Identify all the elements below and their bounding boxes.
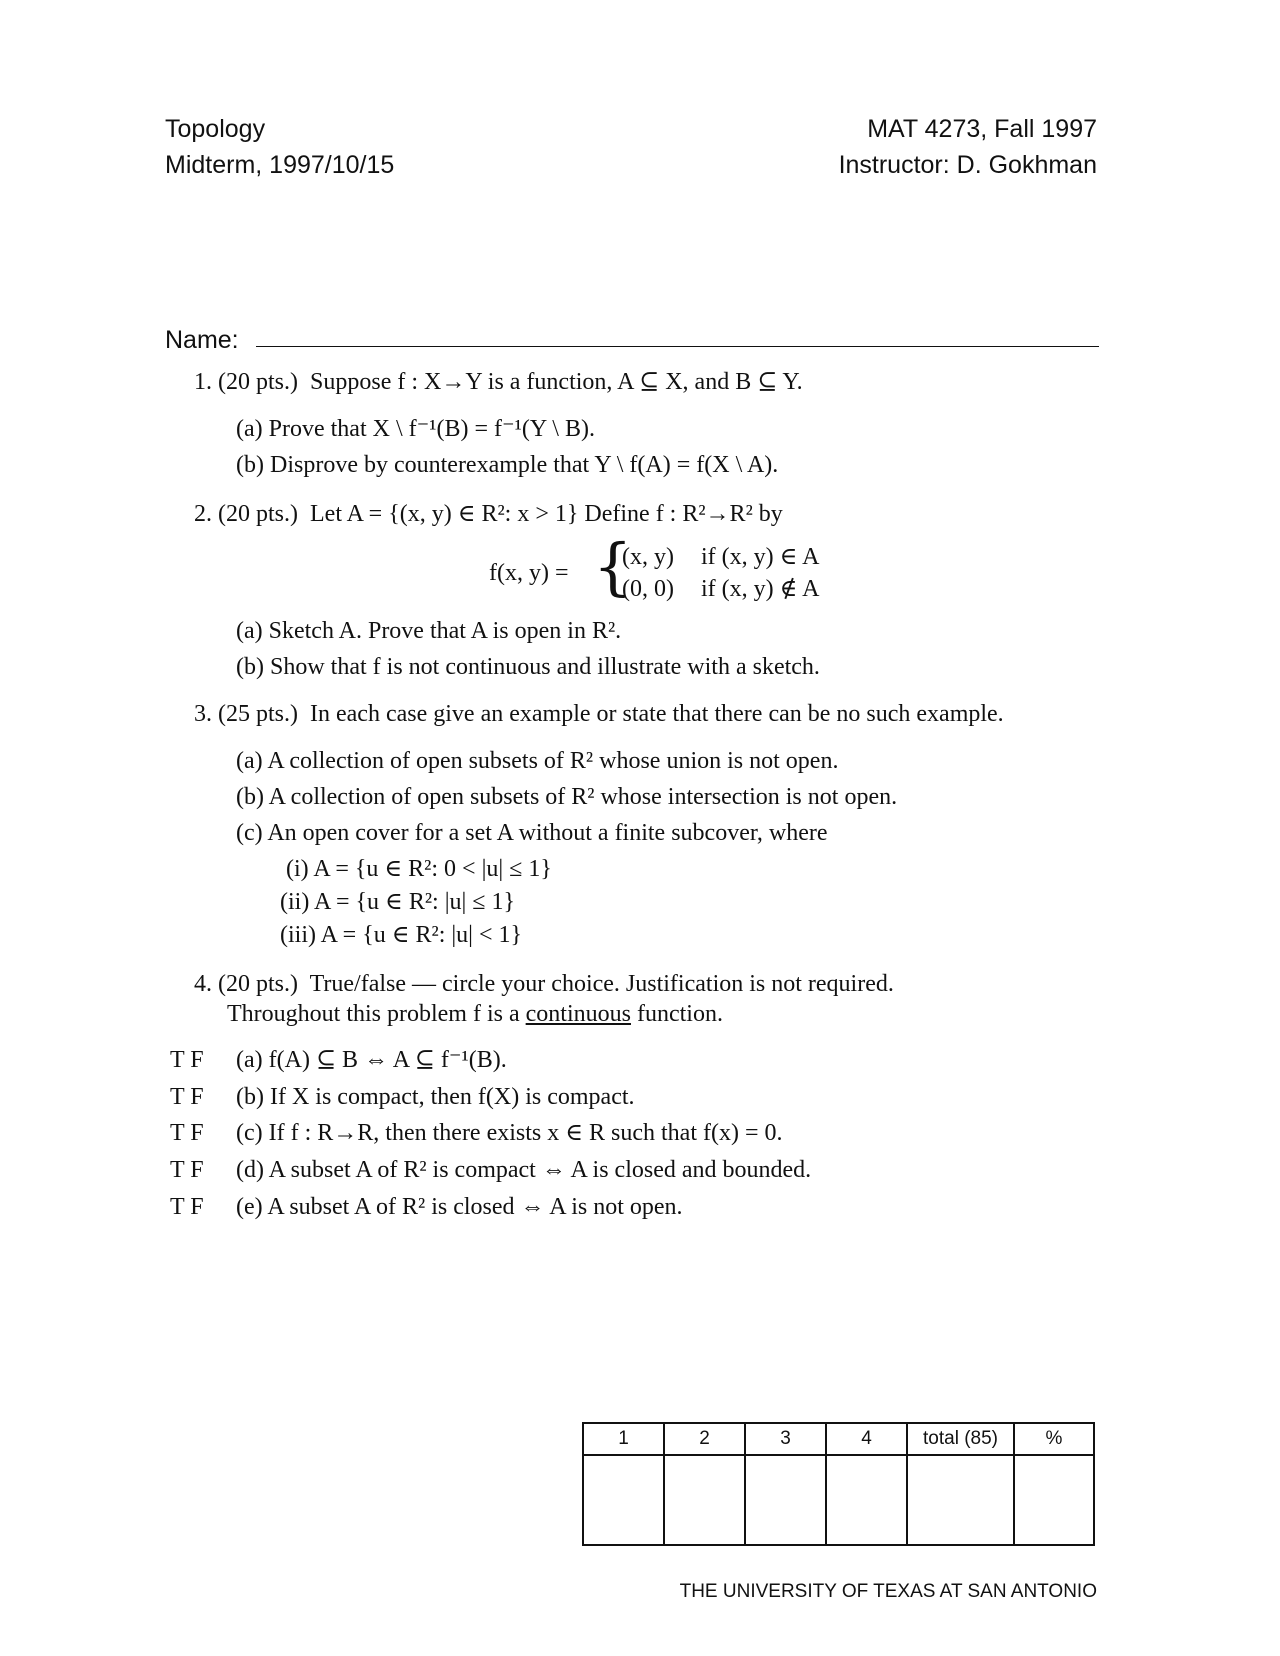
problem-3a: (a) A collection of open subsets of R² whose union is not open.	[236, 748, 839, 774]
case-2-value: (0, 0)	[622, 576, 674, 602]
course-code: MAT 4273, Fall 1997	[867, 115, 1097, 143]
score-cell-1[interactable]	[583, 1455, 664, 1545]
tf-choice-c[interactable]: T F	[170, 1120, 204, 1146]
tf-item-e: (e) A subset A of R² is closed ⇔ A is not open.	[236, 1194, 683, 1220]
score-table-entry-row	[583, 1455, 1094, 1545]
problem-3c-i: (i) A = {u ∈ R²: 0 < |u| ≤ 1}	[286, 856, 552, 882]
problem-1a: (a) Prove that X \ f⁻¹(B) = f⁻¹(Y \ B).	[236, 416, 595, 442]
problem-3c-iii: (iii) A = {u ∈ R²: |u| < 1}	[280, 922, 523, 948]
score-cell-total[interactable]	[907, 1455, 1014, 1545]
problem-text: In each case give an example or state that there can be no such example.	[310, 701, 1004, 727]
problem-1	[194, 364, 803, 400]
problem-text: Suppose f : X→Y is a function, A ⊆ X, and B ⊆ Y.	[310, 369, 803, 395]
problem-points: (25 pts.)	[218, 701, 298, 727]
left-brace: {	[593, 530, 633, 603]
problem-2a: (a) Sketch A. Prove that A is open in R².	[236, 618, 622, 644]
score-header-2: 2	[664, 1423, 745, 1455]
score-header-1: 1	[583, 1423, 664, 1455]
score-cell-percent[interactable]	[1014, 1455, 1094, 1545]
tf-choice-d[interactable]: T F	[170, 1157, 204, 1183]
problem-3c: (c) An open cover for a set A without a finite subcover, where	[236, 820, 828, 846]
instructor: Instructor: D. Gokhman	[838, 151, 1097, 179]
problem-4-note: Throughout this problem f is a continuous function.	[227, 1001, 723, 1027]
course-title: Topology	[165, 115, 266, 143]
problem-text: True/false — circle your choice. Justification is not required.	[309, 971, 894, 997]
case-1-condition: if (x, y) ∈ A	[701, 544, 820, 570]
name-label: Name:	[165, 326, 239, 354]
case-1-value: (x, y)	[622, 544, 674, 570]
problem-number: 4.	[194, 971, 212, 997]
tf-item-c: (c) If f : R→R, then there exists x ∈ R such that f(x) = 0.	[236, 1120, 783, 1146]
score-cell-2[interactable]	[664, 1455, 745, 1545]
problem-3c-ii: (ii) A = {u ∈ R²: |u| ≤ 1}	[280, 889, 515, 915]
problem-3b: (b) A collection of open subsets of R² whose intersection is not open.	[236, 784, 898, 810]
problem-number: 2.	[194, 501, 212, 527]
problem-3	[194, 696, 1004, 732]
score-table-header-row	[583, 1423, 1094, 1455]
problem-number: 1.	[194, 369, 212, 395]
tf-choice-b[interactable]: T F	[170, 1084, 204, 1110]
problem-number: 3.	[194, 701, 212, 727]
problem-points: (20 pts.)	[218, 369, 298, 395]
score-header-3: 3	[745, 1423, 826, 1455]
tf-item-a: (a) f(A) ⊆ B ⇔ A ⊆ f⁻¹(B).	[236, 1047, 507, 1073]
problem-text: Let A = {(x, y) ∈ R²: x > 1} Define f : R²→R² by	[310, 501, 783, 527]
problem-1b: (b) Disprove by counterexample that Y \ f(A) = f(X \ A).	[236, 452, 779, 478]
score-header-total: total (85)	[907, 1423, 1014, 1455]
problem-points: (20 pts.)	[218, 501, 298, 527]
problem-points: (20 pts.)	[218, 971, 298, 997]
university-footer: THE UNIVERSITY OF TEXAS AT SAN ANTONIO	[679, 1581, 1097, 1602]
problem-2	[194, 496, 783, 532]
tf-choice-a[interactable]: T F	[170, 1047, 204, 1073]
score-header-percent: %	[1014, 1423, 1094, 1455]
piecewise-lhs: f(x, y) =	[489, 560, 569, 586]
tf-choice-e[interactable]: T F	[170, 1194, 204, 1220]
case-2-condition: if (x, y) ∉ A	[701, 576, 820, 602]
name-field[interactable]	[256, 346, 1099, 347]
exam-date: Midterm, 1997/10/15	[165, 151, 395, 179]
score-header-4: 4	[826, 1423, 907, 1455]
tf-item-d: (d) A subset A of R² is compact ⇔ A is closed and bounded.	[236, 1157, 812, 1183]
underlined-word: continuous	[525, 1001, 631, 1027]
score-cell-4[interactable]	[826, 1455, 907, 1545]
problem-2b: (b) Show that f is not continuous and illustrate with a sketch.	[236, 654, 820, 680]
score-table	[582, 1422, 1095, 1546]
score-cell-3[interactable]	[745, 1455, 826, 1545]
tf-item-b: (b) If X is compact, then f(X) is compact.	[236, 1084, 635, 1110]
